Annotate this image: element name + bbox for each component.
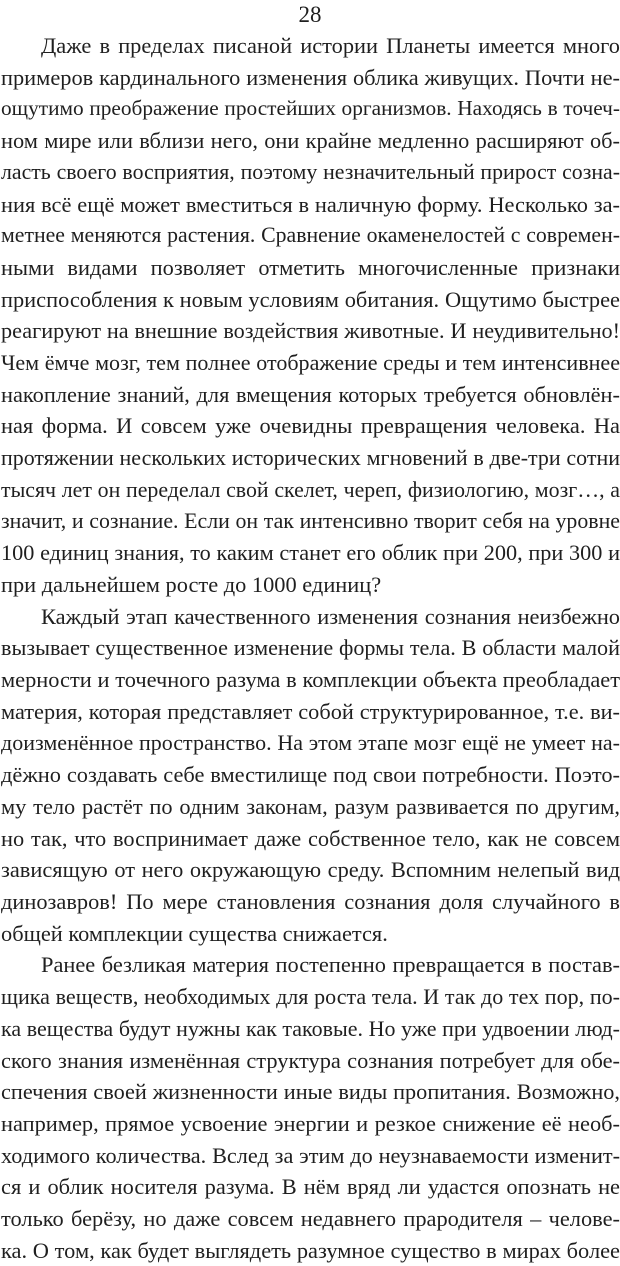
text-line: накопление знаний, для вмещения которых требуется обновлён- xyxy=(1,381,620,407)
text-line: но так, что воспринимает даже собственное тело, как не совсем xyxy=(1,825,620,851)
body-text xyxy=(1,30,620,1266)
text-line: например, прямое усвоение энергии и резкое снижение её необ- xyxy=(1,1110,620,1136)
page-number: 28 xyxy=(298,2,322,27)
text-line: примеров кардинального изменения облика живущих. Почти не- xyxy=(1,64,620,90)
text-line: му тело растёт по одним законам, разум развивается по другим, xyxy=(1,793,620,819)
text-line: ка. О том, как будет выглядеть разумное существо в мирах более xyxy=(1,1237,620,1263)
text-line: мерности и точечного разума в комплекции объекта преобладает xyxy=(1,667,620,693)
text-line: спечения своей жизненности иные виды пропитания. Возможно, xyxy=(1,1079,620,1105)
text-line: доизменённое пространство. На этом этапе мозг ещё не умеет на- xyxy=(1,730,620,756)
text-line: только берёзу, но даже совсем недавнего прародителя – челове- xyxy=(1,1206,620,1232)
text-line: вызывает существенное изменение формы тела. В области малой xyxy=(1,635,620,661)
text-line: реагируют на внешние воздействия животные. И неудивительно! xyxy=(1,318,620,344)
text-line: материя, которая представляет собой структурированное, т.е. ви- xyxy=(1,698,620,724)
text-line: ходимого количества. Вслед за этим до неузнаваемости изменит- xyxy=(1,1142,620,1168)
text-line: ского знания изменённая структура сознания потребует для обе- xyxy=(1,1047,620,1073)
paragraph-2 xyxy=(1,601,620,950)
text-line: тысяч лет он переделал свой скелет, череп, физиологию, мозг…, а xyxy=(1,476,620,502)
paragraph-1 xyxy=(1,30,620,601)
text-line: щика веществ, необходимых для роста тела. И так до тех пор, по- xyxy=(1,984,620,1010)
text-line: приспособления к новым условиям обитания. Ощутимо быстрее xyxy=(1,286,620,312)
text-line: ощутимо преображение простейших организмов. Находясь в точеч- xyxy=(1,96,620,121)
text-line: значит, и сознание. Если он так интенсивно творит себя на уровне xyxy=(1,508,620,533)
text-line: ся и облик носителя разума. В нём вряд ли удастся опознать не xyxy=(1,1174,620,1200)
text-line: протяжении нескольких исторических мгновений в две-три сотни xyxy=(1,445,620,471)
text-line: зависящую от него окружающую среду. Вспомним нелепый вид xyxy=(1,857,620,883)
text-line: метнее меняются растения. Сравнение окаменелостей с современ- xyxy=(1,223,620,248)
text-line: Даже в пределах писаной истории Планеты имеется много xyxy=(41,33,620,58)
text-line: динозавров! По мере становления сознания доля случайного в xyxy=(1,888,620,914)
text-line: ными видами позволяет отметить многочисленные признаки xyxy=(1,254,620,280)
text-line: ния всё ещё может вместиться в наличную форму. Несколько за- xyxy=(1,191,620,217)
text-line: при дальнейшем росте до 1000 единиц? xyxy=(1,571,382,597)
text-line: ласть своего восприятия, поэтому незначительный прирост созна- xyxy=(1,159,620,184)
text-line: Каждый этап качественного изменения сознания неизбежно xyxy=(41,603,620,629)
text-line: Чем ёмче мозг, тем полнее отображение среды и тем интенсивнее xyxy=(1,350,620,376)
text-line: ная форма. И совсем уже очевидны превращения человека. На xyxy=(1,413,620,439)
text-line: общей комплекции существа снижается. xyxy=(1,920,388,946)
text-line: Ранее безликая материя постепенно превращается в постав- xyxy=(41,952,620,978)
paragraph-3 xyxy=(1,949,620,1266)
text-line: ном мире или вблизи него, они крайне медленно расширяют об- xyxy=(1,128,620,154)
text-line: 100 единиц знания, то каким станет его облик при 200, при 300 и xyxy=(1,540,620,566)
text-line: дёжно создавать себе вместилище под свои потребности. Поэто- xyxy=(1,762,620,788)
text-line: ка вещества будут нужны как таковые. Но уже при удвоении люд- xyxy=(1,1015,620,1041)
